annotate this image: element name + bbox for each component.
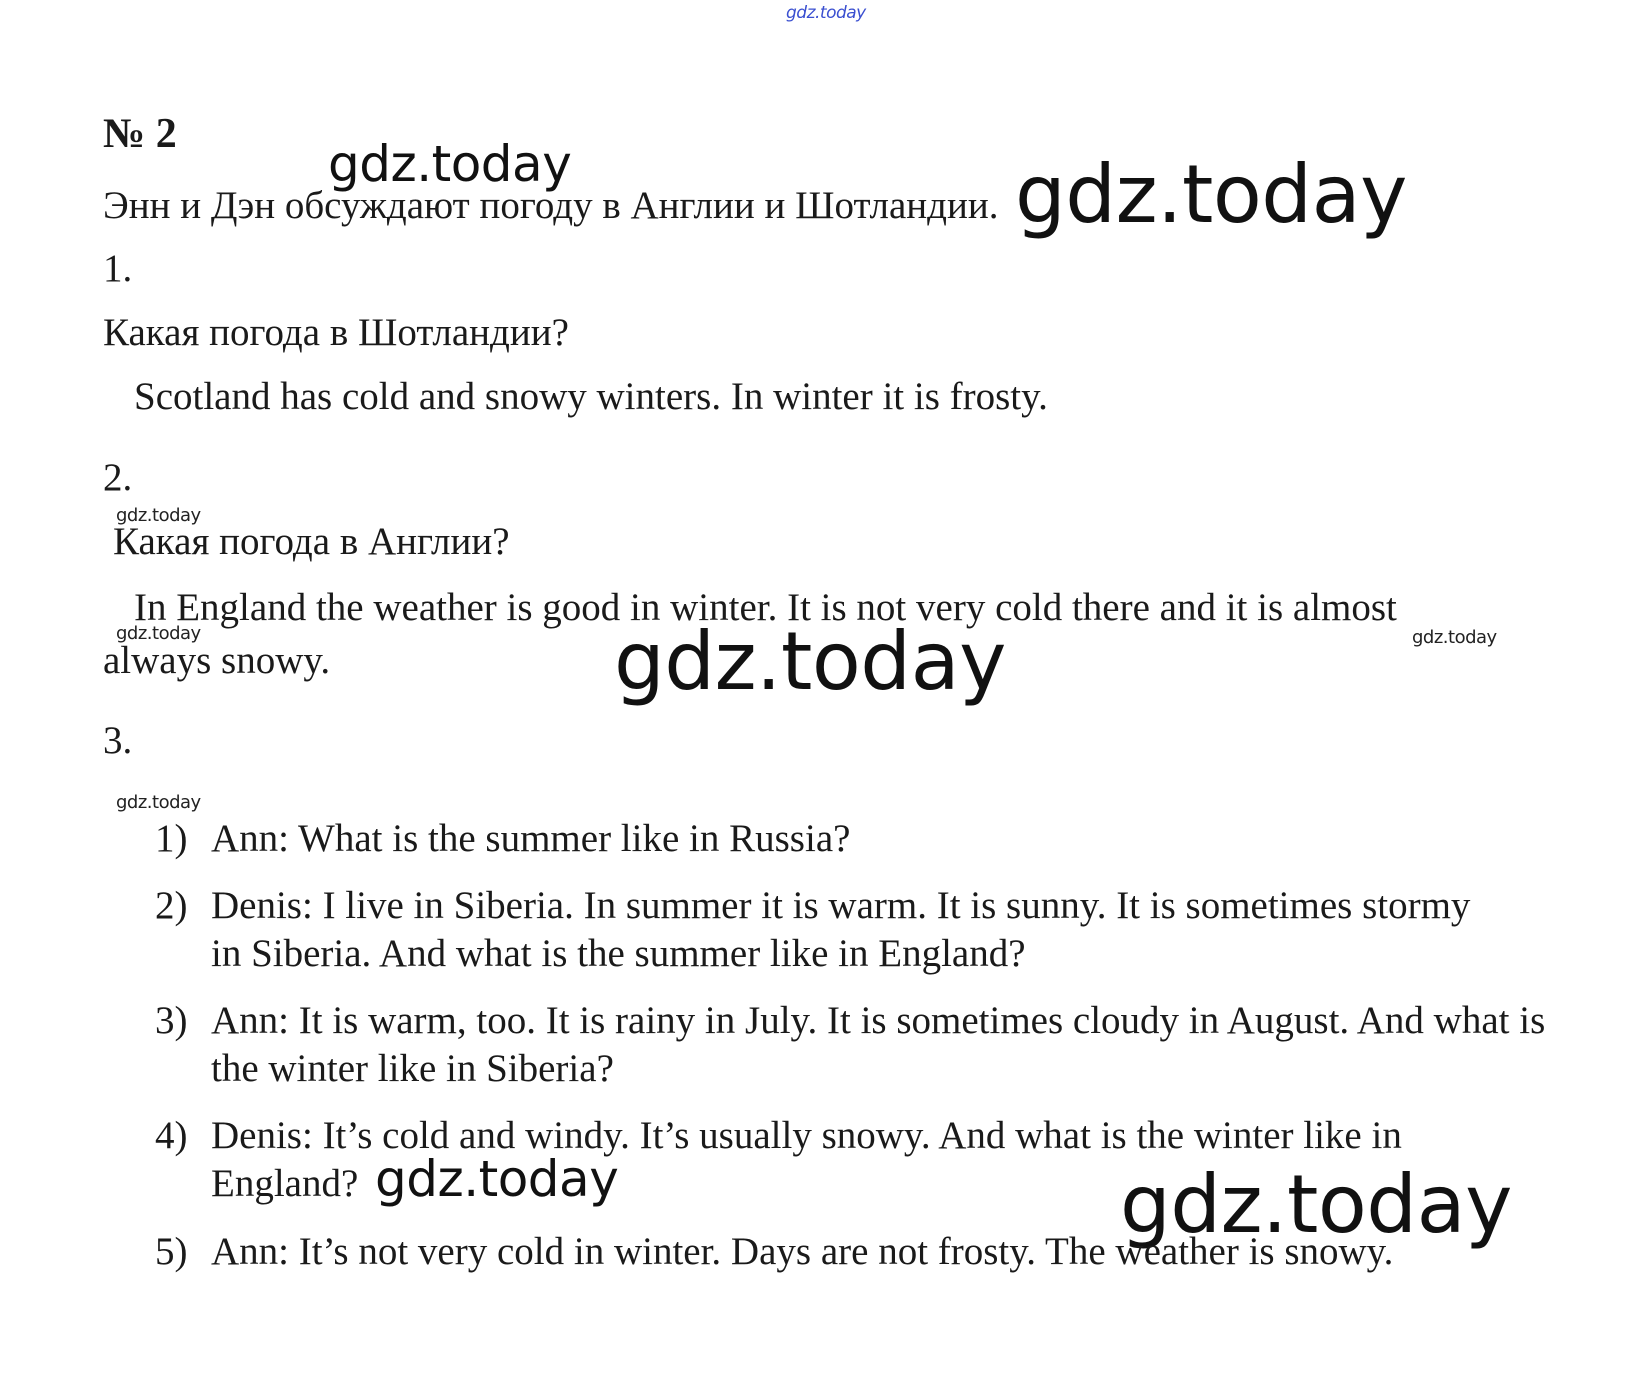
task-intro: Энн и Дэн обсуждают погоду в Англии и Шотландии. — [103, 184, 999, 227]
watermark: gdz.today — [1120, 1158, 1512, 1251]
section-answer-line: always snowy. — [103, 639, 331, 682]
dialogue-text: Denis: It’s cold and windy. It’s usually snowy. And what is the winter like in England? — [211, 1114, 1402, 1205]
section-question: Какая погода в Шотландии? — [103, 311, 569, 354]
dialogue-text: Ann: It’s not very cold in winter. Days are not frosty. The weather is snowy. — [211, 1230, 1394, 1273]
section-answer-line: In England the weather is good in winter. It is not very cold there and it is almost — [134, 586, 1397, 629]
watermark: gdz.today — [116, 505, 201, 526]
watermark: gdz.today — [1015, 148, 1407, 241]
dialogue-number: 4) — [155, 1114, 188, 1157]
dialogue-text: Denis: I live in Siberia. In summer it is warm. It is sunny. It is sometimes stormy in Siberia. And what is the summer like in England? — [211, 884, 1471, 975]
section-answer: Scotland has cold and snowy winters. In winter it is frosty. — [134, 375, 1048, 418]
section-number: 2. — [103, 456, 133, 499]
section-number: 3. — [103, 719, 133, 762]
dialogue-number: 2) — [155, 884, 188, 927]
section-number: 1. — [103, 247, 133, 290]
watermark: gdz.today — [614, 615, 1006, 708]
watermark: gdz.today — [328, 135, 572, 193]
task-number: № 2 — [103, 111, 177, 157]
watermark: gdz.today — [116, 623, 201, 644]
section-question: Какая погода в Англии? — [113, 520, 510, 563]
watermark: gdz.today — [375, 1150, 619, 1208]
dialogue-number: 3) — [155, 999, 188, 1042]
watermark-top: gdz.today — [786, 3, 866, 23]
dialogue-text: Ann: What is the summer like in Russia? — [211, 817, 851, 860]
dialogue-number: 5) — [155, 1230, 188, 1273]
dialogue-text: Ann: It is warm, too. It is rainy in July. It is sometimes cloudy in August. And what is the winter like in Siberia? — [211, 999, 1546, 1090]
dialogue-number: 1) — [155, 817, 188, 860]
watermark: gdz.today — [116, 792, 201, 813]
watermark: gdz.today — [1412, 627, 1497, 648]
